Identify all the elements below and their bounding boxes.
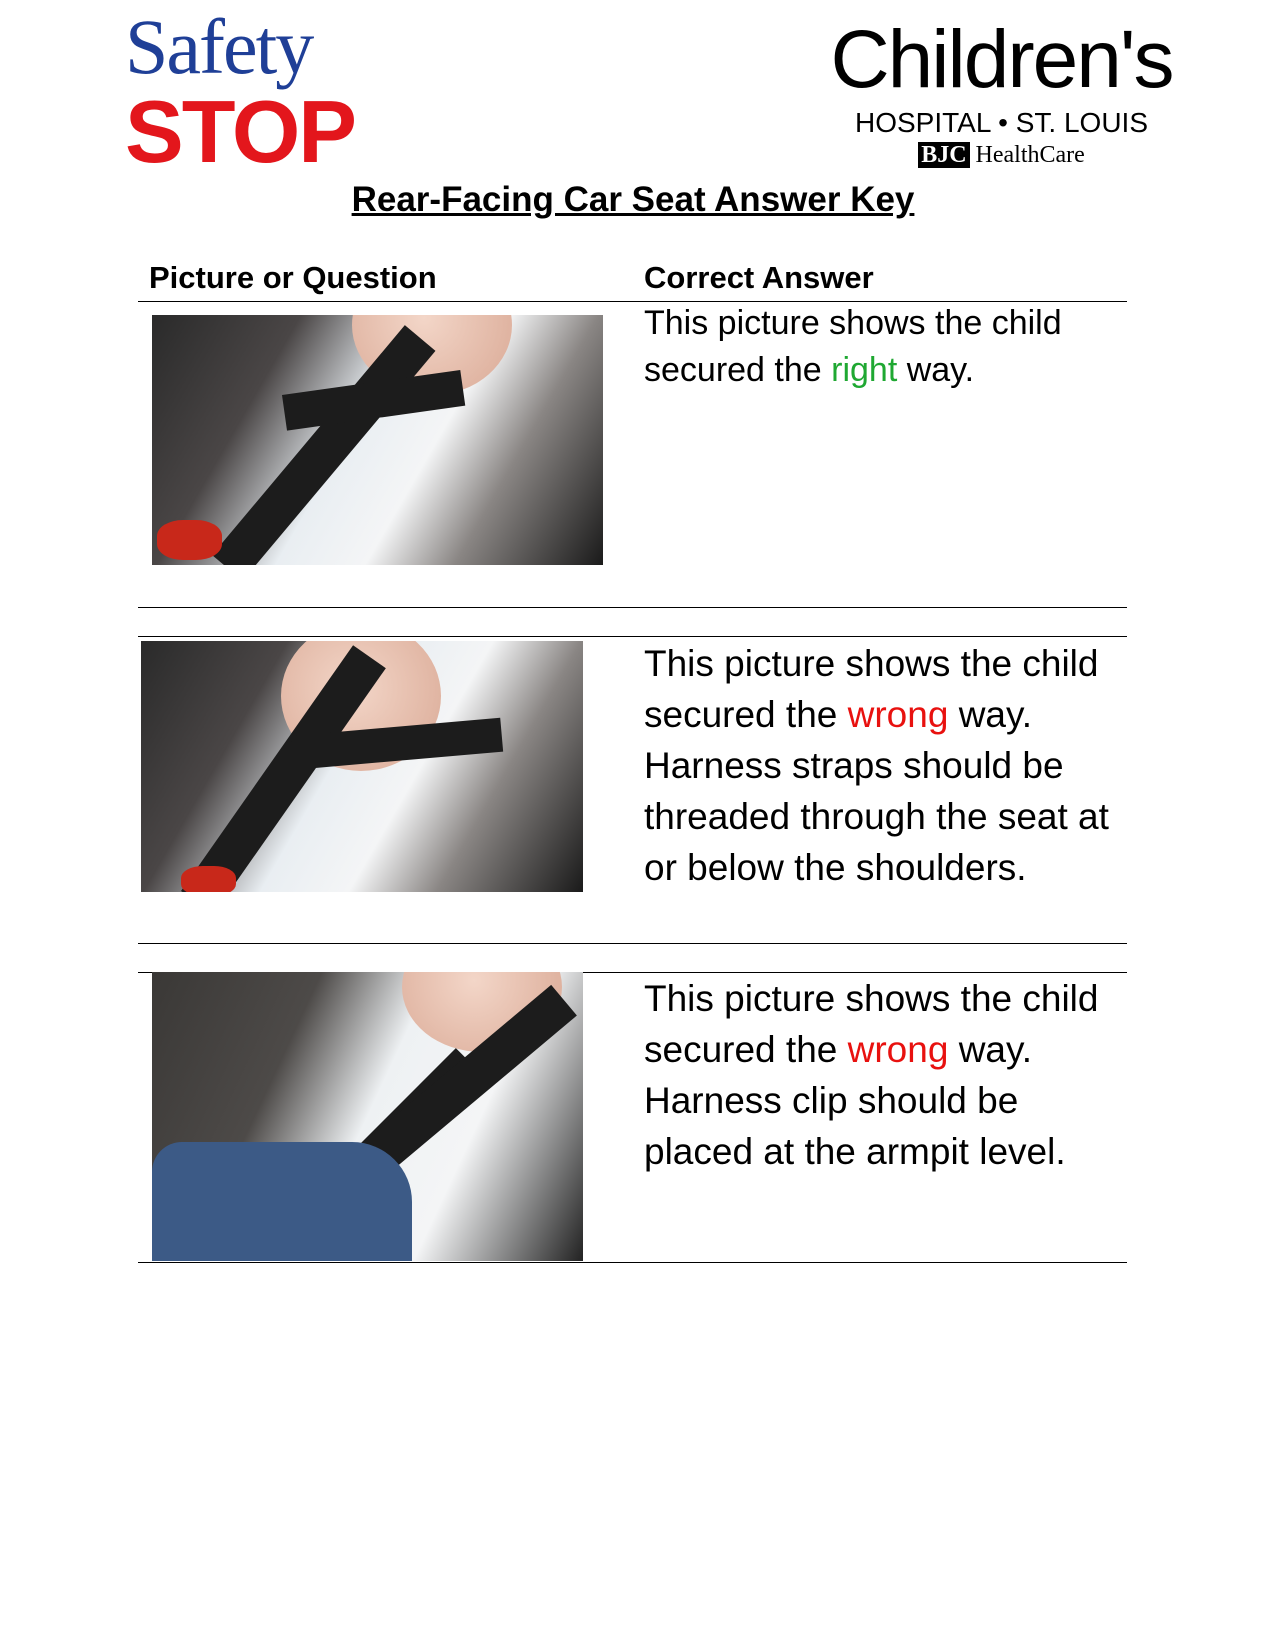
photo-child-wrong-straps <box>141 641 583 892</box>
divider <box>138 607 1127 608</box>
page-title: Rear-Facing Car Seat Answer Key <box>351 180 915 219</box>
divider <box>138 943 1127 944</box>
childrens-hospital-logo <box>810 14 1193 178</box>
header-correct-answer: Correct Answer <box>644 260 874 295</box>
answer-row-1 <box>644 300 1084 394</box>
logo-bjc <box>810 140 1193 170</box>
photo-child-wrong-clip <box>152 972 583 1261</box>
bjc-badge: BJC <box>918 142 969 168</box>
divider <box>138 636 1127 637</box>
answer-text: way. <box>897 351 975 389</box>
safety-stop-logo <box>125 3 395 181</box>
answer-text: This picture shows the child secured the <box>644 978 1099 1070</box>
logo-stop-text: STOP <box>125 82 356 181</box>
answer-keyword: wrong <box>847 694 949 735</box>
divider <box>138 1262 1127 1263</box>
answer-text: This picture shows the child secured the <box>644 304 1062 389</box>
logo-safety-text: Safety <box>125 3 313 90</box>
logo-hospital-text: HOSPITAL • ST. LOUIS <box>855 107 1148 138</box>
answer-text: This picture shows the child secured the <box>644 643 1099 735</box>
answer-row-2 <box>644 638 1124 893</box>
answer-row-3 <box>644 973 1124 1177</box>
header-picture-or-question: Picture or Question <box>149 260 437 295</box>
answer-keyword: right <box>831 351 898 389</box>
healthcare-text: HealthCare <box>975 142 1085 168</box>
answer-keyword: wrong <box>847 1029 949 1070</box>
photo-child-correct <box>152 315 603 565</box>
answer-text: way. Harness straps should be threaded through the seat at or below the shoulders. <box>644 694 1109 888</box>
answer-text: way. Harness clip should be placed at the armpit level. <box>644 1029 1066 1172</box>
logo-childrens-text: Children's <box>830 14 1173 105</box>
